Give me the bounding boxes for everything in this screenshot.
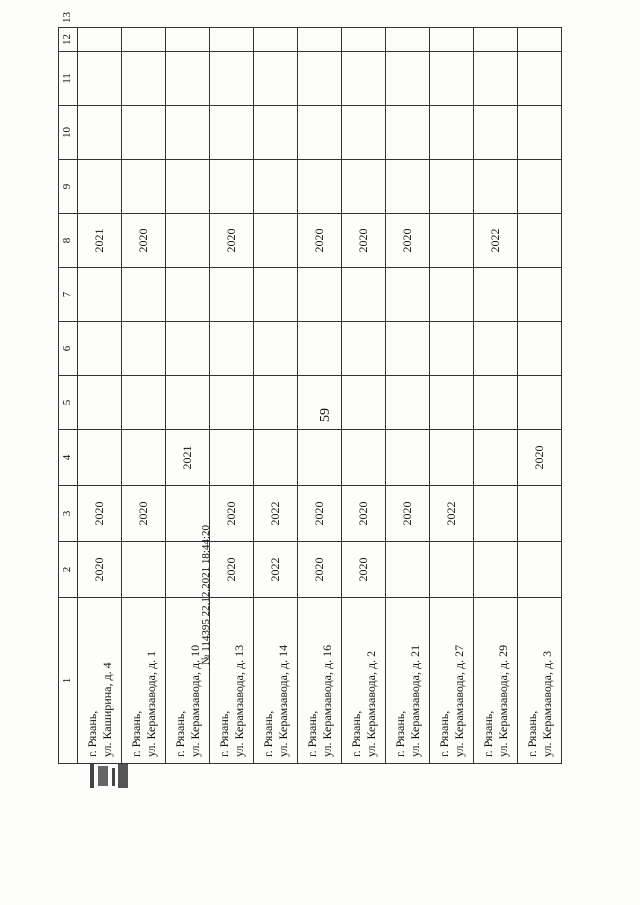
year-cell <box>210 430 254 486</box>
year-cell <box>474 28 518 52</box>
year-cell: 2021 <box>166 430 210 486</box>
year-cell <box>78 322 122 376</box>
year-cell <box>342 52 386 106</box>
column-header-1: 1 <box>59 598 78 764</box>
year-cell: 2020 <box>342 542 386 598</box>
year-cell <box>166 376 210 430</box>
year-cell <box>518 486 562 542</box>
year-cell <box>430 322 474 376</box>
year-cell <box>298 52 342 106</box>
year-cell <box>342 106 386 160</box>
year-cell <box>298 160 342 214</box>
year-cell <box>342 430 386 486</box>
year-cell <box>518 52 562 106</box>
year-cell <box>342 322 386 376</box>
year-cell <box>430 28 474 52</box>
address-street: ул. Керамзавода, д. 14 <box>275 644 290 757</box>
year-cell <box>518 28 562 52</box>
year-cell: 2020 <box>122 486 166 542</box>
column-header-8: 8 <box>59 214 78 268</box>
address-city: г. Рязань, <box>436 710 451 757</box>
address-city: г. Рязань, <box>216 710 231 757</box>
address-cell <box>430 598 474 764</box>
year-cell <box>166 322 210 376</box>
column-header-9: 9 <box>59 160 78 214</box>
year-cell <box>254 106 298 160</box>
address-street: ул. Каширина, д. 4 <box>99 662 114 757</box>
address-street: ул. Керамзавода, д. 3 <box>539 650 554 757</box>
year-cell <box>298 28 342 52</box>
table-row <box>122 28 166 764</box>
address-street: ул. Керамзавода, д. 29 <box>495 644 510 757</box>
year-cell <box>386 430 430 486</box>
year-cell <box>386 322 430 376</box>
address-cell <box>386 598 430 764</box>
year-cell <box>210 28 254 52</box>
year-cell <box>430 214 474 268</box>
year-cell <box>474 160 518 214</box>
year-cell <box>166 28 210 52</box>
year-cell <box>122 322 166 376</box>
year-cell <box>298 322 342 376</box>
address-cell <box>474 598 518 764</box>
table-row <box>78 28 122 764</box>
year-cell <box>78 52 122 106</box>
year-cell <box>386 160 430 214</box>
year-cell <box>518 376 562 430</box>
address-cell <box>78 598 122 764</box>
table-row <box>254 28 298 764</box>
year-cell <box>122 542 166 598</box>
year-cell <box>210 268 254 322</box>
table-row <box>342 28 386 764</box>
year-cell <box>342 376 386 430</box>
year-cell: 2020 <box>122 214 166 268</box>
table-row <box>210 28 254 764</box>
year-cell <box>298 430 342 486</box>
year-cell: 2020 <box>210 486 254 542</box>
year-cell <box>254 430 298 486</box>
address-cell <box>210 598 254 764</box>
year-cell <box>210 376 254 430</box>
column-header-12: 12 <box>59 28 78 52</box>
year-cell <box>78 268 122 322</box>
year-cell <box>166 214 210 268</box>
year-cell <box>430 430 474 486</box>
address-street: ул. Керамзавода, д. 2 <box>363 650 378 757</box>
year-cell <box>210 106 254 160</box>
year-cell <box>166 268 210 322</box>
table-row <box>518 28 562 764</box>
year-cell: 2020 <box>298 214 342 268</box>
year-cell <box>518 106 562 160</box>
column-header-11: 11 <box>59 52 78 106</box>
address-cell <box>518 598 562 764</box>
address-city: г. Рязань, <box>260 710 275 757</box>
year-cell <box>210 52 254 106</box>
year-cell <box>122 268 166 322</box>
table-row <box>474 28 518 764</box>
year-cell <box>342 268 386 322</box>
table-row <box>430 28 474 764</box>
year-cell: 2022 <box>254 486 298 542</box>
year-cell <box>474 268 518 322</box>
year-cell: 2021 <box>78 214 122 268</box>
column-header-5: 5 <box>59 376 78 430</box>
schedule-table <box>58 12 562 764</box>
address-city: г. Рязань, <box>480 710 495 757</box>
year-cell <box>122 430 166 486</box>
year-cell <box>254 28 298 52</box>
address-city: г. Рязань, <box>304 710 319 757</box>
year-cell <box>254 322 298 376</box>
year-cell <box>386 52 430 106</box>
year-cell <box>254 52 298 106</box>
year-cell <box>122 28 166 52</box>
year-cell: 2020 <box>210 542 254 598</box>
page-number: 59 <box>318 408 333 422</box>
year-cell <box>386 268 430 322</box>
year-cell <box>430 268 474 322</box>
year-cell <box>386 542 430 598</box>
year-cell <box>122 376 166 430</box>
year-cell <box>166 52 210 106</box>
year-cell <box>78 160 122 214</box>
year-cell <box>78 28 122 52</box>
year-cell <box>430 52 474 106</box>
year-cell <box>518 268 562 322</box>
year-cell <box>298 268 342 322</box>
year-cell <box>166 160 210 214</box>
year-cell <box>518 214 562 268</box>
table-row <box>298 28 342 764</box>
address-cell <box>254 598 298 764</box>
year-cell <box>254 376 298 430</box>
year-cell <box>474 542 518 598</box>
address-cell <box>342 598 386 764</box>
address-street: ул. Керамзавода, д. 16 <box>319 644 334 757</box>
column-header-2: 2 <box>59 542 78 598</box>
year-cell <box>386 106 430 160</box>
year-cell <box>518 322 562 376</box>
year-cell <box>166 106 210 160</box>
year-cell <box>342 160 386 214</box>
year-cell <box>342 28 386 52</box>
year-cell: 2020 <box>342 214 386 268</box>
year-cell <box>474 376 518 430</box>
year-cell <box>474 486 518 542</box>
address-cell <box>122 598 166 764</box>
address-street: ул. Керамзавода, д. 27 <box>451 644 466 757</box>
column-header-3: 3 <box>59 486 78 542</box>
address-street: ул. Керамзавода, д. 10 <box>187 644 202 757</box>
year-cell <box>78 430 122 486</box>
stamp-logo <box>90 764 130 788</box>
year-cell <box>254 214 298 268</box>
column-header-7: 7 <box>59 268 78 322</box>
year-cell <box>474 430 518 486</box>
year-cell <box>210 160 254 214</box>
year-cell: 2022 <box>474 214 518 268</box>
table-container <box>58 12 562 764</box>
year-cell <box>78 376 122 430</box>
year-cell <box>298 106 342 160</box>
year-cell <box>474 106 518 160</box>
year-cell: 2020 <box>518 430 562 486</box>
column-header-10: 10 <box>59 106 78 160</box>
address-city: г. Рязань, <box>348 710 363 757</box>
address-city: г. Рязань, <box>128 710 143 757</box>
year-cell: 2020 <box>342 486 386 542</box>
address-city: г. Рязань, <box>524 710 539 757</box>
address-cell <box>298 598 342 764</box>
year-cell <box>430 376 474 430</box>
year-cell: 2020 <box>386 214 430 268</box>
year-cell: 2022 <box>254 542 298 598</box>
address-street: ул. Керамзавода, д. 1 <box>143 650 158 757</box>
year-cell <box>474 52 518 106</box>
year-cell: 2020 <box>210 214 254 268</box>
year-cell <box>78 106 122 160</box>
table-row <box>386 28 430 764</box>
year-cell: 2020 <box>78 542 122 598</box>
year-cell: 2020 <box>298 486 342 542</box>
year-cell: 2020 <box>386 486 430 542</box>
year-cell <box>298 376 342 430</box>
address-city: г. Рязань, <box>392 710 407 757</box>
address-street: ул. Керамзавода, д. 21 <box>407 644 422 757</box>
year-cell <box>430 542 474 598</box>
column-header-4: 4 <box>59 430 78 486</box>
year-cell <box>122 160 166 214</box>
year-cell <box>386 376 430 430</box>
year-cell <box>210 322 254 376</box>
address-city: г. Рязань, <box>84 710 99 757</box>
address-street: ул. Керамзавода, д. 13 <box>231 644 246 757</box>
document-footer-id: № 114395 22.12.2021 18:44:20 <box>200 525 212 665</box>
year-cell <box>254 268 298 322</box>
year-cell <box>430 106 474 160</box>
year-cell: 2020 <box>298 542 342 598</box>
year-cell <box>122 52 166 106</box>
table-header-row: 1 2 3 4 5 6 7 8 9 10 11 12 13 <box>59 28 78 764</box>
year-cell: 2020 <box>78 486 122 542</box>
year-cell <box>518 542 562 598</box>
year-cell <box>430 160 474 214</box>
address-city: г. Рязань, <box>172 710 187 757</box>
year-cell <box>122 106 166 160</box>
year-cell: 2022 <box>430 486 474 542</box>
column-header-6: 6 <box>59 322 78 376</box>
year-cell <box>518 160 562 214</box>
year-cell <box>254 160 298 214</box>
year-cell <box>474 322 518 376</box>
year-cell <box>386 28 430 52</box>
